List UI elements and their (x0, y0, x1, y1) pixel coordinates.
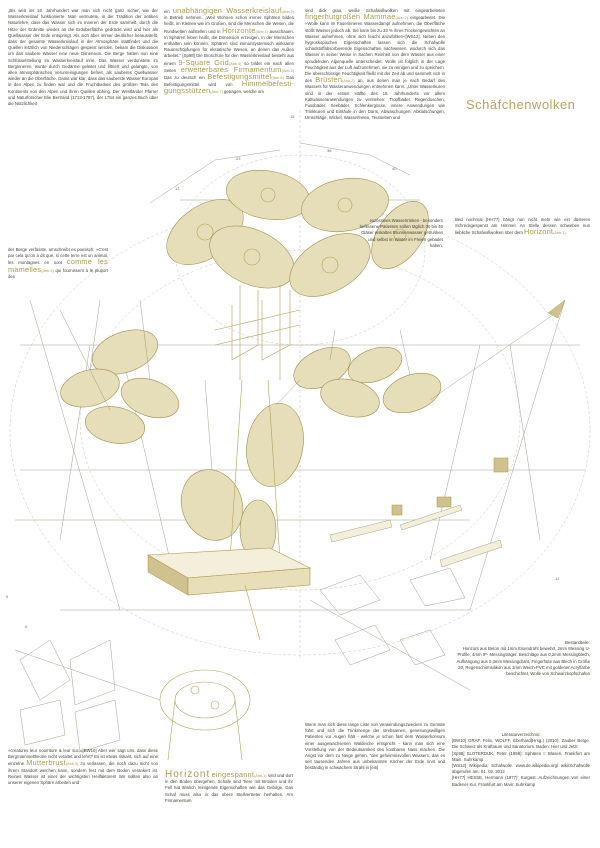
paragraph: sind und dort in den Boden übergehen. Schafe sind Tiere mit Brüsten und ihr Fell hat ähnlich reinigende Eigenschaften wie das Gebirge. Das Schaf muss also in das obere Stellvertreter herhalten. Am Firmamentum (165, 773, 293, 803)
top-cloud-cluster (155, 164, 440, 380)
highlight-term: fingerhutgroßen Mammae (305, 12, 396, 22)
figure-ref: (Abb.5) (281, 68, 294, 73)
dimension-line (215, 150, 280, 160)
material-list (452, 640, 590, 677)
text-block-col2 (164, 8, 294, 96)
figure-ref: (Abb.2) (281, 10, 294, 14)
paragraph: exzessives Wassertrinken - besonders beflissene Patienten sollen täglich 30 bis 40 Gläser eiskaltes Brunnenwasser getrunken und selbst im Winter im Freien gebadet haben. (359, 218, 443, 248)
figure-ref: (Abb.1) (255, 29, 268, 34)
text-block-col1 (8, 8, 158, 107)
firmament-frame (262, 290, 290, 360)
reference-item: [Sp98] SLOTERDIJK, Peter (1998): Sphären I: Blasen. Frankfurt am Main: Suhrkamp (452, 750, 590, 762)
figure-ref: (Abb.2) (342, 79, 355, 84)
suspension-wire (400, 330, 410, 375)
dimension-label: 15 (290, 114, 295, 119)
thimble-part (392, 505, 402, 515)
reference-item: [WS12] Wikipedia: Schafwolle. www.de.wikipedia.org/ wiki/Schafwolle abgerufen am: 01. 02. 2012 (452, 763, 590, 775)
umbrella-part (20, 640, 70, 700)
dimension-label: 5 (6, 594, 9, 599)
mamma-ring (211, 701, 219, 709)
highlight-term: Horizont (524, 227, 554, 237)
paragraph: Wenn man sich diese lange Liste von Verwendungszwecken zu Gemüte führt und sich die Trinkmenge der strebsamen, genesungswilligen Patienten vor Augen hält - welche je schon fast dem Wasserkonsum einer ausgewachsenen Waldeiche entspricht - kann man sich eine Vorstellung von der Bedeutsamkeit des kostbaren Nass machen. Die Angst vor dem zu Neige gehen, "des geheimnisvollen Wassers, das es seit tausenden Jahren aus unbekannten Kücher der Erde rinnt und beständig in schwachem Strahl in [ein] (305, 722, 445, 771)
horizon-leg (235, 700, 242, 760)
figure-ref: (Abb.3) (41, 268, 54, 273)
dimension-line (300, 143, 370, 155)
text-block-col4 (455, 217, 590, 237)
paragraph: ein (164, 9, 170, 14)
right-cloud-cluster (287, 330, 446, 423)
figure-ref: (Abb.7) (210, 90, 223, 95)
dimension-label: 23 (236, 156, 241, 161)
figure-ref: (Abb.3) (65, 762, 79, 767)
references (452, 732, 590, 788)
references-heading: Literaturverzeichnis: (501, 732, 541, 737)
paragraph: sind dick grau, weiße Schafwollwolken mit eingearbeiteten (305, 8, 445, 13)
text-block-col3-lower (355, 218, 443, 249)
guide-line (470, 300, 565, 610)
text-block-col3 (305, 8, 445, 122)
highlight-term: unabhängigen Wasserkreislauf (172, 6, 282, 15)
highlight-term: erweiterbares Firmamentum (180, 64, 282, 74)
highlight-term: Himmelbefesti-gungsstützen (164, 79, 294, 96)
guide-line (310, 600, 470, 690)
paragraph: in Betrieb nehmen. „Weil Wohnen schon immer Sphären bilden heißt, im Kleinen wie im Großen, sind die Menschen die Wesen, die Rundwelten aufstellen und in (164, 15, 294, 34)
umbrella-part (70, 640, 115, 705)
dimension-label: 9 (25, 624, 28, 629)
left-cloud-cluster (56, 300, 184, 448)
page-title: Schäfchenwolken (466, 97, 576, 112)
figure-ref: (Abb.4) (228, 61, 242, 66)
guide-line (430, 345, 480, 560)
left-bottom-umbrellas (15, 640, 160, 752)
profile-bar (330, 520, 392, 542)
paragraph: so bildet ein nach allen Seiten (164, 60, 294, 73)
paragraph: Bed nochmal [HH77] hängt nun nicht mehr wie ein düsteres Schreckgespenst am Himmel. An Stelle dessen schweben nun liebliche Schafwollwolken über dem (455, 217, 590, 236)
paragraph: der Berge verfasste, umschreibt es poetisch: »C'est par cela qu'on a dit que, si cette terre est un animal, les montagnes en sont (8, 247, 108, 266)
figure-ref: (Abb.2) (395, 16, 408, 21)
firmament-bar (215, 325, 300, 345)
paragraph: Das zu deutsch ein (164, 75, 205, 81)
text-block-lower-center (305, 722, 445, 772)
mamma-ring (191, 686, 199, 694)
reference-item: [BW10] GRAF, Felix, WOLFF, Eberhard(Hrsg.) (2010): Zauber Berge. Die Schweiz als Kraftraum und Sanatorium. Baden: Hier und Jetzt (452, 738, 590, 750)
umbrella-part (335, 625, 390, 665)
wool-cloud (240, 399, 310, 491)
horizon-leg (168, 700, 175, 760)
dimension-line (370, 155, 410, 175)
paragraph: ausschauen. In Sphären leben heißt, die Dimension erzeugen, in der Menschen enthalten sein können. Sphären sind immunsystemisch wirksame Raumschöpfungen für ekstatische Wesen, an denen das Außen arbeitet." [Sp98] Die Broschüre für den Wasserkreislauf besteht aus einem (164, 28, 294, 66)
guide-line (15, 650, 160, 700)
dimension-label: 13 (175, 186, 180, 191)
figure-ref: (Abb.1) (553, 231, 566, 236)
umbrella-part (75, 700, 120, 752)
dimension-label: 36 (327, 148, 332, 153)
highlight-term: mamelles (8, 264, 42, 274)
umbrella-part (20, 700, 65, 745)
highlight-term: Befestigungsmittel (207, 72, 272, 82)
base-leg (245, 585, 260, 640)
highlight-term: eingespannt (211, 770, 255, 779)
paragraph: getragen, welche am (224, 89, 264, 95)
suspension-wire (276, 380, 300, 405)
umbrella-part (410, 568, 465, 606)
umbrella-part (400, 630, 445, 665)
figure-ref: (Abb.6) (271, 76, 284, 81)
highlight-term: Horizonte (222, 25, 256, 35)
horizon-ring (175, 682, 235, 718)
text-block-lower-mid (165, 769, 293, 804)
highlight-term: Horizont (165, 769, 211, 780)
profile-bar (400, 505, 462, 530)
paragraph: »creatures leur nourriture & leur suc.«[BW10] Aber wer sagt uns, dass diese Bergmammeltheorie nicht veraltet und lehrt? Es ist etwas riskant, sich auf eine einzelne (8, 748, 158, 767)
highlight-term: 9-Square Grid (178, 57, 229, 67)
paragraph: an, aus denen man je nach Bedarf des Wassers für Wasseranwendungen entnehmen kann. „Unter Wasserkuren sind in der ersten Hälfte des 19. Jahrhunderts vor allem Kaltwasseranwendungen zu verstehen: Tropfbäder, Regenduschen, Fussbäder, Seebäder, Schlenkergüsse, innere Anwendungen wie Trinkkuren und Einläufe in den Darm, Abwaschungen, Abklatschungen, Umschläge, Wickel, Wassertreten, Teutrieben und (305, 78, 445, 121)
firmament-bar (215, 310, 300, 330)
dimension-line (150, 160, 215, 203)
suspension-wire (205, 380, 212, 470)
text-block-lower-left (8, 748, 158, 786)
horizon-ring (160, 670, 250, 730)
horizon-sketch (160, 670, 250, 760)
dimension-label: 12 (555, 576, 560, 581)
guide-line (510, 345, 540, 540)
material-text: Horizont aus Beton mit 1mm Eisendraht bewehrt, 2mm Messing U-Profile, 4mm IP- Messingträger, Beschläge aus 0,2mm Messingblech, Aufhängung aus 0,3mm Messingdraht, Fingerhüte aus Blech in Größe 20, Regenschirmsilikon aus 1mm Weich-PVC mit goldener Acrylfarbe beschichtet, Wolle von Schwarzkopfschafen (456, 646, 590, 677)
material-heading: Bestandteile: (565, 640, 590, 645)
highlight-term: comme les (66, 257, 108, 267)
paragraph: zu verlassen, die noch dazu nicht von ihrem Standort weichen kann, sondern fest mit dem Boden verankert ist. Reines Wasser ist einer der wichtigsten Heilfaktoren! Wir sollten also an unserer eigenen Sphäre arbeiten und (8, 761, 158, 786)
reference-item: [HH77] HESSE, Hermann (1977): Kurgast. Aufzeichnungen von einer Badener Kur. Frankfurt am Main: Suhrkamp (452, 775, 590, 787)
highlight-term: Mutterbrust (26, 758, 66, 768)
rod (430, 310, 560, 400)
thimble-part (494, 458, 508, 472)
dimension-label: 40 (392, 166, 397, 171)
paragraph: „Bis weit ins 18. Jahrhundert war man sich nicht ganz sicher, wie der Wasserkreislauf funktionierte. Man vermutete, in der Tradition der antiken Naturlehre, dass das Wasser sich im Inneren der Erde sammelt, durch die Hitze der Erdmitte wieder an die Erdoberfläche gedrückt wird und hier als Quellwasser der Erde entspringt. Als sich aber immer deutlicher herausstellt, dass der gesamte Wasserkreislauf in der Atmosphäre stattfindet und die Quellen letztlich von Niederschlägen gespeist werden, bekam die Diskussion um das saubere Wasser eine neue Dimension. Die Berge hatten nun eine Schlüsselstellung im Wasserkreislauf inne. Das Wasser verdunstete im Berginneren, wurde durch Gedärme geleitet und filtriert und gelangte, von allen atmosphärischen Verunreinigungen befreit, als sauberes Quellwasser wieder an die Oberfläche. Damit war klar, dass das sauberste Wasser Europas in den Alpen zu finden war und die Fruchtbarkeit des größten Teils des Kontinents von den Alpen und ihren Quellen abhing. Der Westländer Pfarrer und Naturforscher Elie Bertrand (1713-1797), der 1754 ein ganzes Buch über die Nützlichkeit (8, 8, 158, 107)
thimble-part (437, 497, 451, 507)
paragraph: Das Befestigungsmittel wird von (164, 75, 295, 88)
horizon-base (148, 548, 310, 640)
paragraph: qui fournissent à le pluport des (8, 267, 109, 279)
figure-ref: (Abb.1) (254, 774, 267, 778)
guide-line (120, 345, 170, 560)
highlight-term: Brüsten (315, 75, 343, 85)
profile-bar (440, 540, 502, 567)
text-block-col1-lower (8, 247, 108, 280)
paragraph: eingearbeitet. Die »Wolle kann im Faserinneren Wasserdampf aufnehmen, die Oberfläche stößt Wasser jedoch ab. Sie kann bis zu 33 % ihres Trockengewichtes an Wasser aufnehmen, ohne sich feucht anzufühlen«[WS12]. Neben den hygroskopischen Eigenschaften lassen sich die Schafwolle schadstoffabsorbierende Eigenschaften nachweisen, wodurch sich das Wasser in seiner Weise in Sachen Reinheit von dem Wasser aus einer sprudelnden Alpenquelle unterscheidet. Wolle ist folglich in der Lage Feuchtigkeit aus der Luft aufzunehmen, sie zu reinigen und zu speichern. Die überschüssige Feuchtigkeit fließt mit der Zeit ab und sammelt sich in den (305, 15, 446, 84)
